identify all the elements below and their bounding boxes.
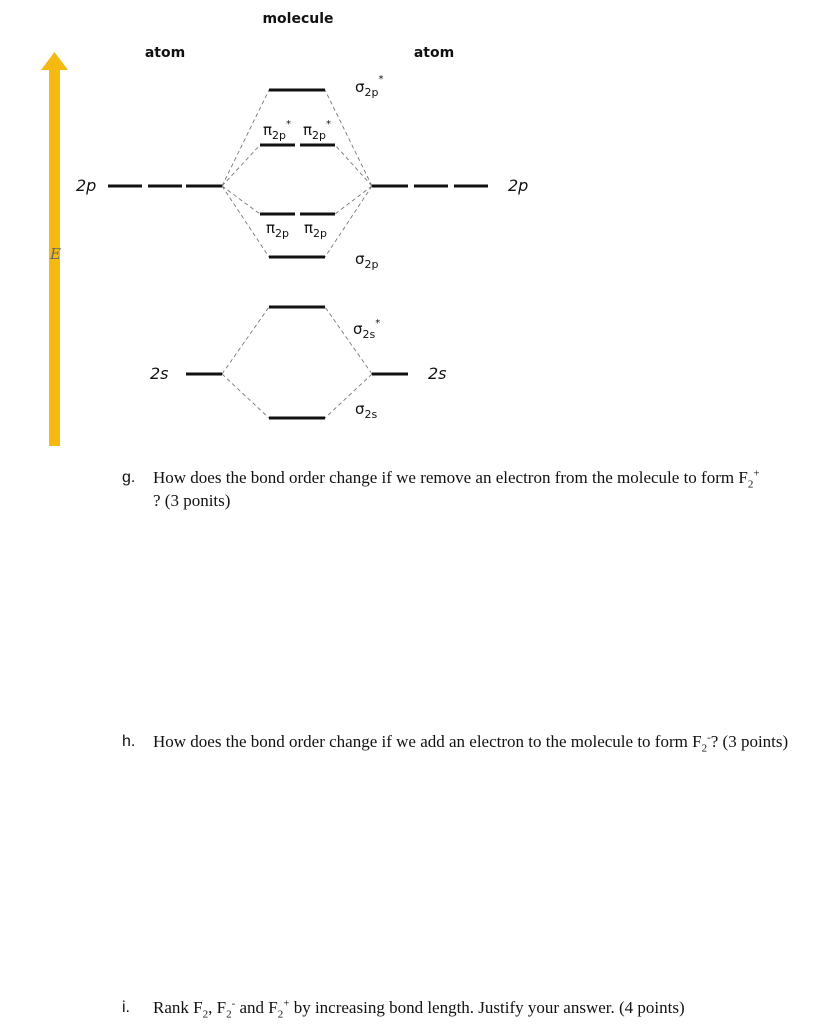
label-pi2p-star-b: $\pi_{2p}^*$ <box>303 119 332 142</box>
label-sigma2s: $\sigma_{2s}$ <box>355 400 378 421</box>
label-2s-left: 2s <box>150 364 169 383</box>
question-h-letter: h. <box>122 733 136 750</box>
label-sigma2p: $\sigma_{2p}$ <box>355 250 379 271</box>
correlation-lines <box>222 90 372 418</box>
mo-diagram <box>0 0 814 460</box>
label-pi2p-a: $\pi_{2p}$ <box>266 219 290 240</box>
question-g-text: How does the bond order change if we remove an electron from the molecule to form $F_2^+$ ? (3 ponits) <box>153 467 760 510</box>
label-pi2p-star-a: $\pi_{2p}^*$ <box>263 119 292 142</box>
label-2p-right: 2p <box>508 176 529 195</box>
question-g <box>122 466 812 512</box>
label-pi2p-b: $\pi_{2p}$ <box>304 219 328 240</box>
label-sigma2p-star: $\sigma_{2p}^*$ <box>355 74 384 99</box>
header-molecule: molecule <box>262 11 334 27</box>
label-sigma2s-star: $\sigma_{2s}^*$ <box>353 318 381 341</box>
question-i-letter: i. <box>122 999 130 1016</box>
question-h-text: How does the bond order change if we add an electron to the molecule to form $F_2^-$? (3 points) <box>153 731 789 755</box>
question-h <box>122 730 812 753</box>
energy-label: E <box>50 245 61 263</box>
question-i-text: Rank $F_2$, $F_2^-$ and $F_2^+$ by increasing bond length. Justify your answer. (4 points) <box>153 997 685 1021</box>
header-atom-right: atom <box>413 45 455 61</box>
question-g-letter: g. <box>122 469 136 486</box>
label-2p-left: 2p <box>76 176 97 195</box>
question-i <box>122 996 812 1019</box>
label-2s-right: 2s <box>428 364 447 383</box>
header-atom-left: atom <box>144 45 186 61</box>
energy-arrow-head <box>41 52 68 70</box>
